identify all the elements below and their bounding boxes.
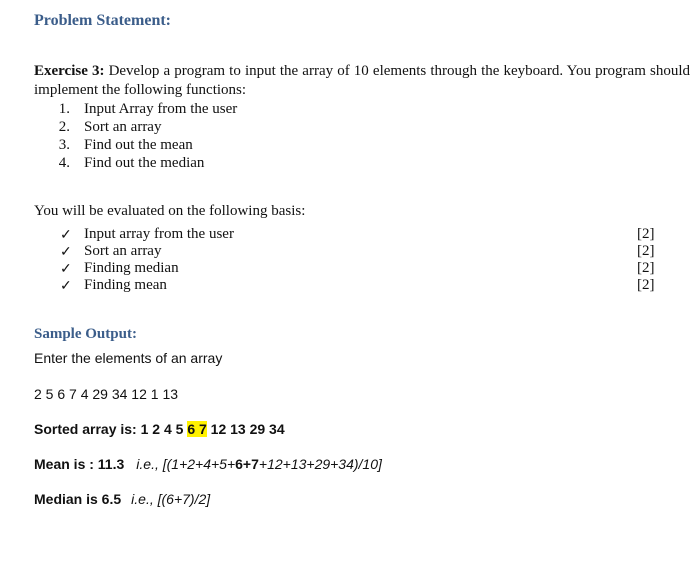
mean-explanation xyxy=(136,456,382,472)
mean-explanation-bold: 6+7 xyxy=(235,456,259,472)
function-item: Sort an array xyxy=(84,119,162,135)
function-item: Find out the mean xyxy=(84,137,193,153)
enter-elements-prompt: Enter the elements of an array xyxy=(34,350,223,366)
median-label: Median is 6.5 xyxy=(34,491,122,507)
function-item: Find out the median xyxy=(84,155,205,171)
evaluation-item: Sort an array xyxy=(84,243,162,259)
evaluation-item: Finding median xyxy=(84,260,179,276)
mean-explanation-part: i.e., [(1+2+4+5+ xyxy=(136,456,236,472)
sorted-array-line xyxy=(34,421,285,437)
checkmark-icon: ✓ xyxy=(60,279,72,294)
mean-explanation-part: +12+13+29+34)/10] xyxy=(258,456,382,472)
function-number: 3. xyxy=(58,137,70,153)
function-number: 1. xyxy=(58,101,70,117)
checkmark-icon: ✓ xyxy=(60,245,72,260)
checkmark-icon: ✓ xyxy=(60,262,72,277)
exercise-text: Develop a program to input the array of 10 elements through the keyboard. You program should implement the following functions: xyxy=(34,63,690,98)
sorted-array-highlight: 6 7 xyxy=(187,421,207,437)
function-number: 4. xyxy=(58,155,70,171)
evaluation-item: Input array from the user xyxy=(84,226,234,242)
sorted-array-label: Sorted array is: 1 2 4 5 xyxy=(34,421,188,437)
mean-line xyxy=(34,456,382,472)
function-number: 2. xyxy=(58,119,70,135)
input-values: 2 5 6 7 4 29 34 12 1 13 xyxy=(34,386,179,402)
sample-output-heading: Sample Output: xyxy=(34,326,137,342)
evaluation-marks: [2] xyxy=(637,226,655,242)
exercise-label: Exercise 3: xyxy=(34,63,105,79)
mean-label: Mean is : 11.3 xyxy=(34,456,125,472)
evaluation-marks: [2] xyxy=(637,260,655,276)
median-explanation: i.e., [(6+7)/2] xyxy=(131,491,211,507)
exercise-paragraph xyxy=(34,62,690,100)
median-line xyxy=(34,491,210,507)
evaluation-marks: [2] xyxy=(637,243,655,259)
checkmark-icon: ✓ xyxy=(60,228,72,243)
evaluation-intro: You will be evaluated on the following basis: xyxy=(34,203,306,219)
function-item: Input Array from the user xyxy=(84,101,238,117)
problem-statement-heading: Problem Statement: xyxy=(34,12,171,29)
evaluation-marks: [2] xyxy=(637,277,655,293)
evaluation-item: Finding mean xyxy=(84,277,167,293)
sorted-array-rest: 12 13 29 34 xyxy=(206,421,285,437)
